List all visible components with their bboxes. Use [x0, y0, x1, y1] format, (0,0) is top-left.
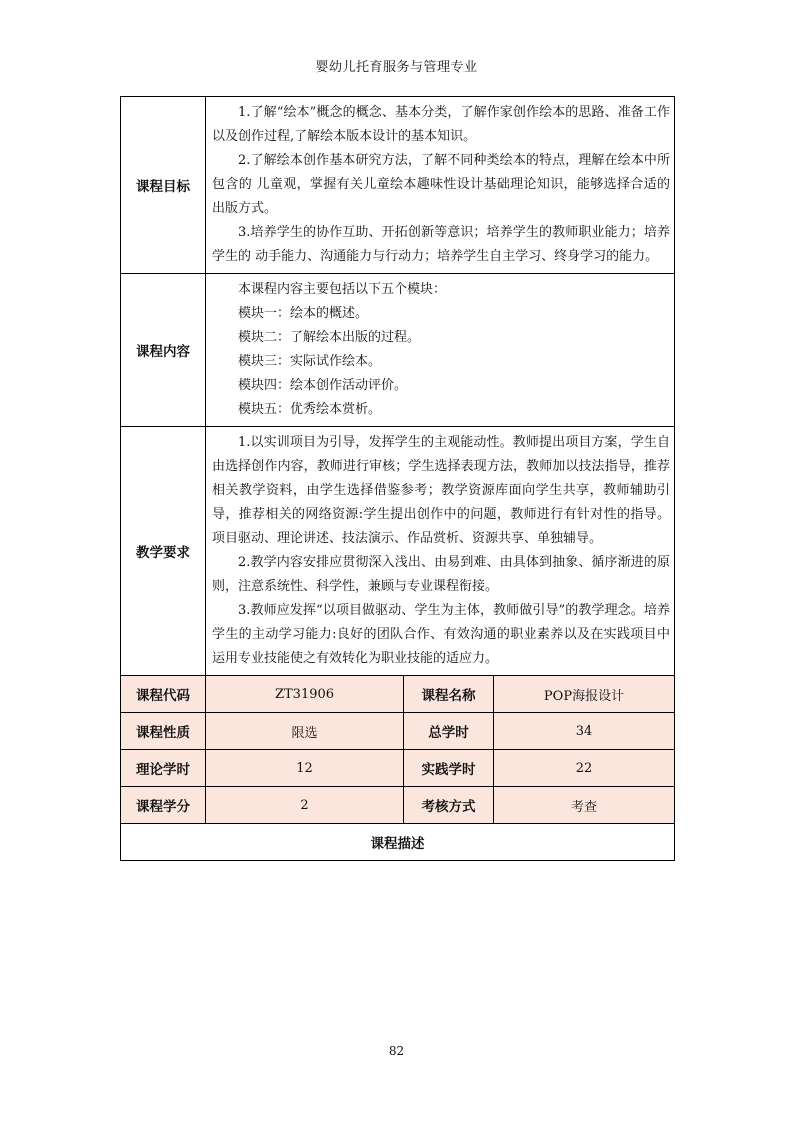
practice-hours-label: 实践学时 [404, 750, 494, 787]
content-label: 课程内容 [121, 274, 206, 427]
objective-paragraph: 2.了解绘本创作基本研究方法，了解不同种类绘本的特点，理解在绘本中所包含的 儿童观，掌握有关儿童绘本趣味性设计基础理论知识，能够选择合适的出版方式。 [212, 153, 670, 216]
objectives-content [206, 97, 675, 274]
requirement-paragraph: 3.教师应发挥“以项目做驱动、学生为主体，教师做引导”的教学理念。培养学生的主动学习能力:良好的团队合作、有效沟通的职业素养以及在实践项目中运用专业技能使之有效转化为职业技能的适应力。 [212, 603, 670, 666]
description-row [121, 824, 675, 861]
theory-hours-value: 12 [206, 750, 404, 787]
module-item: 模块一：绘本的概述。 [238, 306, 369, 321]
course-table [120, 96, 675, 861]
practice-hours-value: 22 [494, 750, 675, 787]
page-number: 82 [388, 1044, 405, 1058]
content-body [206, 274, 675, 427]
objective-paragraph: 1.了解“绘本”概念的概念、基本分类，了解作家创作绘本的思路、准备工作以及创作过程,了解绘本版本设计的基本知识。 [212, 105, 670, 144]
module-item: 模块五：优秀绘本赏析。 [238, 402, 382, 417]
theory-hours-label: 理论学时 [121, 750, 206, 787]
objectives-label: 课程目标 [121, 97, 206, 274]
info-row-code [121, 676, 675, 713]
page-header: 婴幼儿托育服务与管理专业 [315, 60, 478, 75]
info-row-credits [121, 787, 675, 824]
course-nature-value: 限选 [206, 713, 404, 750]
total-hours-value: 34 [494, 713, 675, 750]
requirements-label: 教学要求 [121, 427, 206, 676]
assessment-label: 考核方式 [404, 787, 494, 824]
course-code-label: 课程代码 [121, 676, 206, 713]
course-description-header: 课程描述 [121, 824, 675, 861]
course-name-value: POP海报设计 [494, 676, 675, 713]
requirement-paragraph: 2.教学内容安排应贯彻深入浅出、由易到难、由具体到抽象、循序渐进的原则，注意系统性、科学性，兼顾与专业课程衔接。 [212, 555, 670, 594]
course-name-label: 课程名称 [404, 676, 494, 713]
assessment-value: 考查 [494, 787, 675, 824]
requirements-content [206, 427, 675, 676]
module-item: 模块三：实际试作绘本。 [238, 354, 382, 369]
requirements-row [121, 427, 675, 676]
module-item: 模块二：了解绘本出版的过程。 [238, 330, 421, 345]
objective-paragraph: 3.培养学生的协作互助、开拓创新等意识；培养学生的教师职业能力；培养学生的 动手能力、沟通能力与行动力；培养学生自主学习、终身学习的能力。 [212, 225, 670, 264]
requirement-paragraph: 1.以实训项目为引导，发挥学生的主观能动性。教师提出项目方案，学生自由选择创作内容，教师进行审核；学生选择表现方法，教师加以技法指导，推荐相关教学资料，由学生选择借鉴参考；教学资源库面向学生共享，教师辅助引导，推荐相关的网络资源:学生提出创作中的问题，教师进行有针对性的指导。项目驱动、理论讲述、技法演示、作品赏析、资源共享、单独辅导。 [212, 435, 670, 546]
content-row [121, 274, 675, 427]
module-item: 模块四：绘本创作活动评价。 [238, 378, 408, 393]
total-hours-label: 总学时 [404, 713, 494, 750]
course-nature-label: 课程性质 [121, 713, 206, 750]
info-row-nature [121, 713, 675, 750]
objectives-row [121, 97, 675, 274]
content-intro: 本课程内容主要包括以下五个模块： [238, 282, 447, 297]
info-row-hours [121, 750, 675, 787]
course-code-value: ZT31906 [206, 676, 404, 713]
credits-value: 2 [206, 787, 404, 824]
credits-label: 课程学分 [121, 787, 206, 824]
